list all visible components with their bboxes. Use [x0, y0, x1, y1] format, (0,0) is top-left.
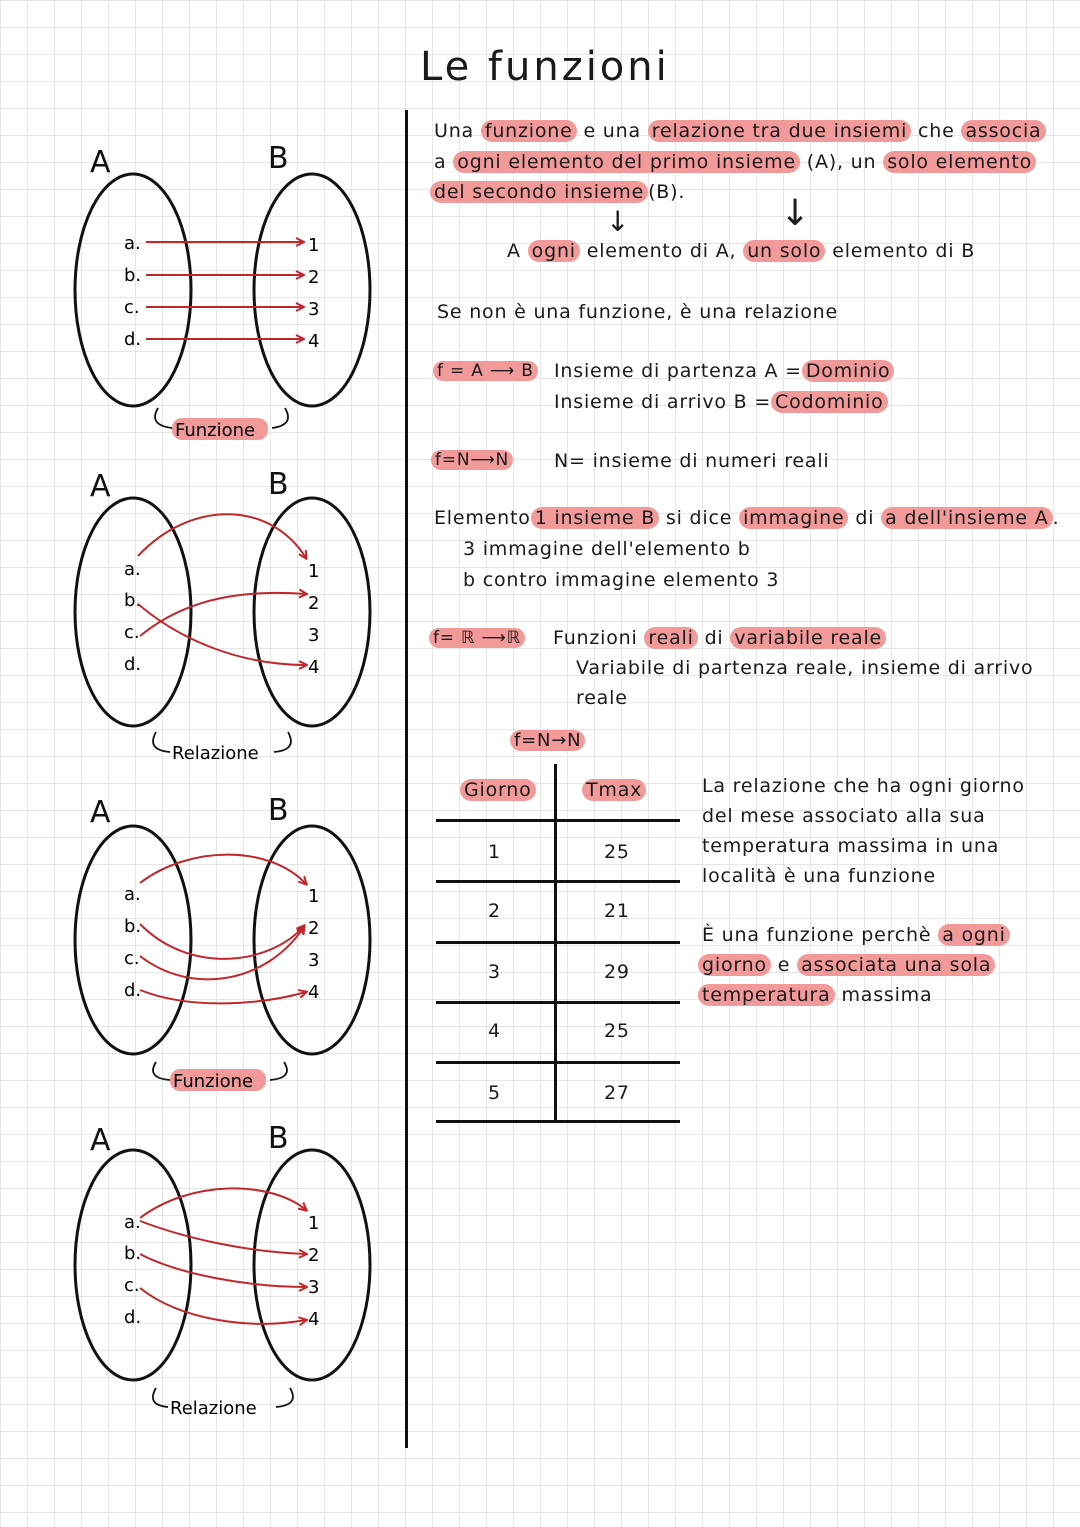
codomain-line: Insieme di arrivo B = Codominio: [554, 390, 888, 414]
table-cell: 29: [604, 961, 630, 983]
mapping-label: f= ℝ ⟶ℝ: [429, 626, 525, 650]
item-b: 1: [308, 235, 320, 256]
set-diagrams: [0, 0, 405, 1527]
item-b: 1: [308, 561, 320, 582]
mapping-arrow: [140, 1288, 306, 1324]
image-definition: Elemento 1 insieme B si dice immagine di a dell'insieme A .: [434, 507, 1060, 529]
caption-hook-right: [272, 408, 288, 428]
caption: Relazione: [172, 743, 259, 764]
data-table: [436, 762, 680, 1124]
table-cell: 25: [604, 1020, 630, 1042]
table-note-line: del mese associato alla sua: [702, 805, 986, 827]
preimage-example: b contro immagine elemento 3: [463, 569, 780, 591]
item-a: d.: [124, 980, 142, 1001]
caption-hook-right: [274, 732, 291, 752]
caption-hook-right: [276, 1388, 293, 1407]
set-b-ellipse: [254, 174, 370, 406]
item-a: a.: [124, 559, 141, 580]
table-rule: [436, 1001, 680, 1004]
table-note-line: La relazione che ha ogni giorno: [702, 775, 1025, 797]
table-note-line: località è una funzione: [702, 865, 936, 887]
table-cell: 1: [488, 841, 501, 863]
caption-hook-left: [155, 408, 172, 428]
table-cell: 27: [604, 1082, 630, 1104]
item-a: b.: [124, 590, 142, 611]
item-a: a.: [124, 1212, 141, 1233]
item-b: 3: [308, 1277, 320, 1298]
caption-hook-left: [153, 732, 170, 752]
table-cell: 21: [604, 900, 630, 922]
table-rule: [436, 941, 680, 944]
item-a: c.: [124, 622, 140, 643]
diagram-4: [75, 1121, 370, 1419]
set-a-label: A: [90, 795, 111, 830]
table-header: Giorno: [460, 778, 536, 802]
item-a: a.: [124, 233, 141, 254]
why-function-line-1: È una funzione perchè a ogni: [702, 923, 1010, 947]
why-function-line-2: giorno e associata una sola: [698, 953, 995, 977]
mapping-arrow: [140, 1221, 306, 1254]
mapping-label: f=N⟶N: [431, 448, 513, 472]
arrow-down-icon: ↓: [606, 205, 630, 238]
item-a: c.: [124, 948, 140, 969]
set-a-ellipse: [75, 826, 191, 1054]
set-a-ellipse: [75, 498, 191, 726]
item-b: 4: [308, 982, 320, 1003]
diagram-1: [75, 141, 370, 441]
mapping-label: f = A ⟶ B: [433, 359, 538, 383]
item-b: 2: [308, 593, 320, 614]
set-b-label: B: [268, 1121, 289, 1156]
table-header: Tmax: [582, 778, 646, 802]
item-a: c.: [124, 297, 140, 318]
item-a: a.: [124, 884, 141, 905]
definition-line-1: Una funzione e una relazione tra due insiemi che associa: [434, 119, 1046, 143]
set-b-ellipse: [254, 826, 370, 1054]
item-a: d.: [124, 329, 142, 350]
mapping-arrow: [138, 514, 306, 558]
item-a: b.: [124, 265, 142, 286]
item-a: b.: [124, 916, 142, 937]
real-functions-title: Funzioni reali di variabile reale: [553, 626, 886, 650]
table-rule: [436, 880, 680, 883]
item-a: d.: [124, 1307, 142, 1328]
item-a: c.: [124, 1275, 140, 1296]
table-rule: [436, 1120, 680, 1123]
diagram-2: [75, 467, 370, 764]
item-b: 1: [308, 1213, 320, 1234]
item-b: 2: [308, 1245, 320, 1266]
why-function-line-3: temperatura massima: [698, 983, 932, 1007]
caption-hook-right: [270, 1062, 287, 1080]
not-function-note: Se non è una funzione, è una relazione: [437, 301, 839, 323]
natural-set-note: N= insieme di numeri reali: [554, 450, 830, 472]
caption: Funzione: [173, 1071, 254, 1092]
table-note-line: temperatura massima in una: [702, 835, 1000, 857]
set-a-label: A: [90, 145, 111, 180]
set-a-ellipse: [75, 174, 191, 406]
item-a: b.: [124, 1243, 142, 1264]
set-a-label: A: [90, 469, 111, 504]
mapping-arrow: [140, 927, 304, 979]
caption-hook-left: [153, 1388, 168, 1407]
item-b: 3: [308, 625, 320, 646]
image-example: 3 immagine dell'elemento b: [463, 538, 751, 560]
column-divider: [405, 110, 408, 1448]
item-b: 4: [308, 657, 320, 678]
set-b-label: B: [268, 141, 289, 176]
definition-line-2: a ogni elemento del primo insieme (A), un solo elemento: [434, 150, 1036, 174]
item-b: 1: [308, 886, 320, 907]
table-cell: 5: [488, 1082, 501, 1104]
arrow-down-icon: ↓: [780, 193, 811, 234]
table-cell: 2: [488, 900, 501, 922]
table-cell: 25: [604, 841, 630, 863]
item-b: 4: [308, 1309, 320, 1330]
mapping-arrow: [140, 593, 306, 636]
caption-hook-left: [153, 1062, 170, 1080]
definition-line-3: del secondo insieme (B).: [430, 180, 685, 204]
item-b: 4: [308, 331, 320, 352]
caption: Funzione: [175, 420, 256, 441]
domain-line: Insieme di partenza A = Dominio: [554, 359, 894, 383]
item-b: 3: [308, 950, 320, 971]
mapping-arrow: [140, 1188, 306, 1218]
item-b: 3: [308, 299, 320, 320]
item-b: 2: [308, 918, 320, 939]
real-functions-desc: reale: [576, 687, 628, 709]
mapping-arrow: [140, 855, 306, 884]
diagram-3: [75, 793, 370, 1092]
mapping-arrow: [140, 1254, 306, 1287]
caption: Relazione: [170, 1398, 257, 1419]
table-rule: [436, 819, 680, 822]
table-label: f=N→N: [510, 729, 585, 753]
definition-summary: A ogni elemento di A, un solo elemento di B: [507, 240, 976, 262]
set-a-ellipse: [75, 1150, 191, 1380]
real-functions-desc: Variabile di partenza reale, insieme di arrivo: [576, 657, 1034, 679]
page-title: Le funzioni: [420, 44, 670, 90]
item-b: 2: [308, 267, 320, 288]
table-rule: [436, 1061, 680, 1064]
mapping-arrow: [138, 604, 306, 665]
table-cell: 3: [488, 961, 501, 983]
set-b-label: B: [268, 793, 289, 828]
table-cell: 4: [488, 1020, 501, 1042]
item-a: d.: [124, 654, 142, 675]
set-a-label: A: [90, 1123, 111, 1158]
mapping-arrow: [140, 990, 306, 1003]
set-b-label: B: [268, 467, 289, 502]
